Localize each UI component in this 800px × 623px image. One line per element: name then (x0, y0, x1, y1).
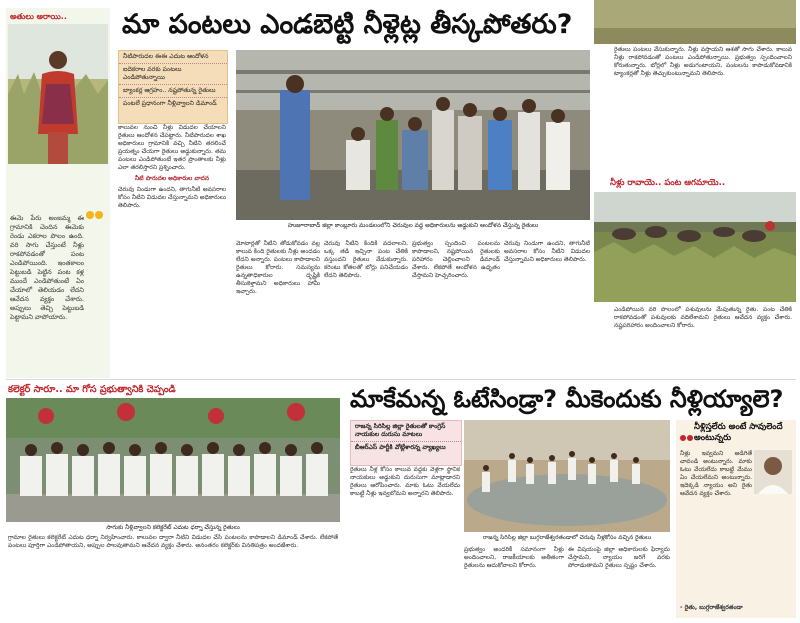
bottom-bullet-2: బీఆర్ఎస్ పార్టీకి వోట్లేశారన్న వ్యాఖ్యలు (355, 444, 446, 451)
pond-photo-caption: రాజన్న సిరిసిల్ల జిల్లా బుగ్గరాజేశ్వరతండాలో చెరువు నీళ్లకోసం వచ్చిన రైతులు (482, 535, 652, 541)
main-headline: మా పంటలు ఎండబెట్టి నీళ్లెట్ల తీస్కపోతరు? (122, 9, 573, 40)
bottom-left-body: గ్రామాల రైతులు కలెక్టరేట్ ఎదుట ధర్నా నిర్వహించారు. కాలువల ద్వారా నీటిని విడుదల చేసి పంటలను కాపాడాలని డిమాండ్ చేశారు. లేకపోతే పంటలు పూర్తిగా ఎండిపోతాయని, అప్పుల పాలవుతామని ఆవేదన వ్యక్తం చేశారు. అనంతరం కలెక్టర్‌కు వినతిపత్రం అందజేశారు. (8, 534, 338, 549)
bullet-4: పంటలే ప్రధానంగా నీళ్లివ్వాలని డిమాండ్ (123, 100, 217, 107)
dharna-photo-caption: సాగుకు నీళ్లివ్వాలని కలెక్టరేట్ ఎదుట ధర్నా చేస్తున్న రైతులు (106, 524, 240, 531)
main-col-5: చెరువు నిండుగా ఉందని, తాగునీటి అవసరాల కోసం నీటిని విడుదల చేస్తున్నామని అధికారులు తెలిపారు. (504, 240, 590, 263)
quote-title: నీళ్లిస్తలేరు అంటే సావులెందే అంటున్నరు (694, 422, 783, 443)
quote-signature: - రైతు, బుగ్గరాజేశ్వరతండా (680, 604, 743, 611)
main-col-1 (118, 124, 226, 374)
dry-field-photo (594, 0, 796, 44)
farmer-quote-box (676, 420, 796, 618)
bottom-bullets (350, 420, 462, 466)
yellow-dots-icon (86, 204, 103, 223)
bottom-col-2: ప్రభుత్వం అందరికీ సమానంగా నీళ్లు అందించాలని, రాజకీయాలకు అతీతంగా రైతులను ఆదుకోవాలని కోరారు. (464, 546, 564, 569)
bullet-2: ఐదెకరాల వరకు పంటలు ఎండిపోతున్నాయి (119, 64, 227, 85)
main-col-3: చెరువు నీటిని కిందికి వదలాలని, ఒక్క తడి ఇచ్చినా పంట చేతికి వస్తుందని రైతులు వేడుకున్నారు. కరెంటు కోతలతో బోర్లు పనిచేయడం లేదని తెలిపారు. (324, 240, 408, 279)
protest-photo (236, 50, 590, 220)
bottom-headline: మాకేమన్న ఓటేసిండ్రా? మీకెందుకు నీళ్లియ్యాలె? (350, 385, 784, 413)
main-bullets (118, 50, 228, 124)
protest-photo-caption: హుజూరాబాద్ జిల్లా కాంబ్లూరు మండలంలోని చెరువుల వద్ద అధికారులను అడ్డుకుని ఆందోళన చేస్తున్న రైతులు (287, 222, 539, 229)
main-col-2: మోటార్లతో నీటిని తోడుకోవడం వల్ల కాలువ కింది రైతులకు నీళ్లు అందడం లేదని అన్నారు. పంటలు కాపాడాలని రైతులు కోరారు. సమస్యను ఉన్నతాధికారుల దృష్టికి తీసుకెళ్తామని అధికారులు హామీ ఇచ్చారు. (236, 240, 320, 295)
farmer-portrait (754, 450, 792, 494)
bottom-col-1: రైతులు నీళ్ల కోసం కాలువ వద్దకు వెళ్లగా స్థానిక నాయకులు అడ్డుకుని దురుసుగా మాట్లాడారని రైతులు ఆరోపించారు. మాకు ఓటు వేయలేదు కాబట్టి నీళ్లు ఇవ్వబోమని అన్నారని తెలిపారు. (350, 466, 460, 497)
red-dots-icon (680, 426, 693, 445)
bullet-3: బ్యాంకర్ల ఆగ్రహం.. నష్టపోతున్న రైతులు (119, 85, 227, 98)
left-column (6, 8, 110, 378)
dharna-photo (6, 398, 340, 522)
pond-photo (464, 420, 670, 532)
left-column-body: ఈమె పేరు అంజమ్మ ఈ గ్రామానికి చెందిన ఈమెకు రెండు ఎకరాల పొలం ఉంది. వరి సాగు చేస్తుంటే నీళ్లు రాకపోవడంతో పంట ఎండిపోయింది. ఇంతకాలం పెట్టుబడి పెట్టిన పంట కళ్ల ముందే ఎండిపోతుంటే ఏం చేయాలో తెలియడం లేదని ఆవేదన వ్యక్తం చేశారు. అప్పులు తెచ్చి పెట్టుబడి పెట్టామని వాపోయారు. (10, 214, 84, 321)
main-col-1-subhead: నీటి పారుదల అధికారుల వాదన (134, 175, 210, 182)
bottom-bullet-1: రాజన్న సిరిసిల్ల జిల్లా రైతులతో కాంగ్రెస్ నాయకుల దురుసు మాటలు (351, 421, 461, 442)
bottom-col-3: ఈ విషయంపై జిల్లా అధికారులకు ఫిర్యాదు చేస్తామని, న్యాయం జరిగే వరకు పోరాడుతామని రైతులు స్పష్టం చేశారు. (568, 546, 670, 569)
left-column-tag: అతులు అరాయి.. (10, 12, 67, 21)
bottom-left-tag: కలెక్టర్ సారూ.. మా గోస ప్రభుత్వానికి చెప్పండి (8, 384, 176, 395)
main-col-1-text: కాలువల నుంచి నీళ్లు విడుదల చేయాలని రైతులు ఆందోళన చేపట్టారు. నీటిపారుదల శాఖ అధికారులు గ్రామానికి వచ్చి నీటిని తరలించే ప్రయత్నం చేయగా రైతులు అడ్డుకున్నారు. తమ పంటలు ఎండిపోతుంటే ఇతర ప్రాంతాలకు నీళ్లు ఎలా తరలిస్తారని ప్రశ్నించారు. (118, 124, 226, 171)
bullet-1: నీటిపారుదల ఈఈ ఎదుట ఆందోళన (119, 51, 227, 64)
quote-text: నీళ్లు ఇవ్వమని అడిగితే చావండి అంటున్నారు. మాకు ఓటు వేయలేదు కాబట్టి మేము ఏం చేయలేమని అంటున్నారు. ఇదెక్కడి న్యాయం అని రైతు ఆవేదన వ్యక్తం చేశారు. (680, 450, 752, 497)
right-subhead: నీళ్లు రావాయె.. పంట ఆగమాయె.. (610, 178, 726, 188)
farmer-woman-photo (8, 24, 108, 164)
right-top-text: రైతులు పంటలు వేసుకున్నారు. నీళ్లు వస్తాయని ఆశతో సాగు చేశారు. కాలువ నీళ్లు రాకపోవడంతో పంటలు ఎండిపోతున్నాయి. ప్రభుత్వం స్పందించాలని కోరుతున్నారు. బోర్లలో నీళ్లు అడుగంటాయని, పంటలను కాపాడుకోవడానికి ట్యాంకర్లతో నీళ్లు తెచ్చుకుంటున్నామని తెలిపారు. (614, 46, 792, 77)
cattle-field-photo (594, 192, 796, 302)
main-col-4: ప్రభుత్వం స్పందించి పంటలను కాపాడాలని, నష్టపోయిన రైతులకు పరిహారం చెల్లించాలని డిమాండ్ చేశారు. లేకపోతే ఆందోళన ఉధృతం చేస్తామని హెచ్చరించారు. (412, 240, 500, 279)
right-column (594, 0, 796, 378)
horizontal-divider (6, 379, 796, 380)
main-col-1-text-b: చెరువు నిండుగా ఉందని, తాగునీటి అవసరాల కోసం నీటిని విడుదల చేస్తున్నామని అధికారులు తెలిపారు. (118, 186, 226, 209)
right-bottom-text: ఎండిపోయిన వరి పొలంలో పశువులను మేపుతున్న రైతు. పంట చేతికి రాకపోవడంతో పశువులకు వదిలేశామని రైతులు ఆవేదన వ్యక్తం చేశారు. నష్టపరిహారం అందించాలని కోరారు. (614, 306, 792, 329)
